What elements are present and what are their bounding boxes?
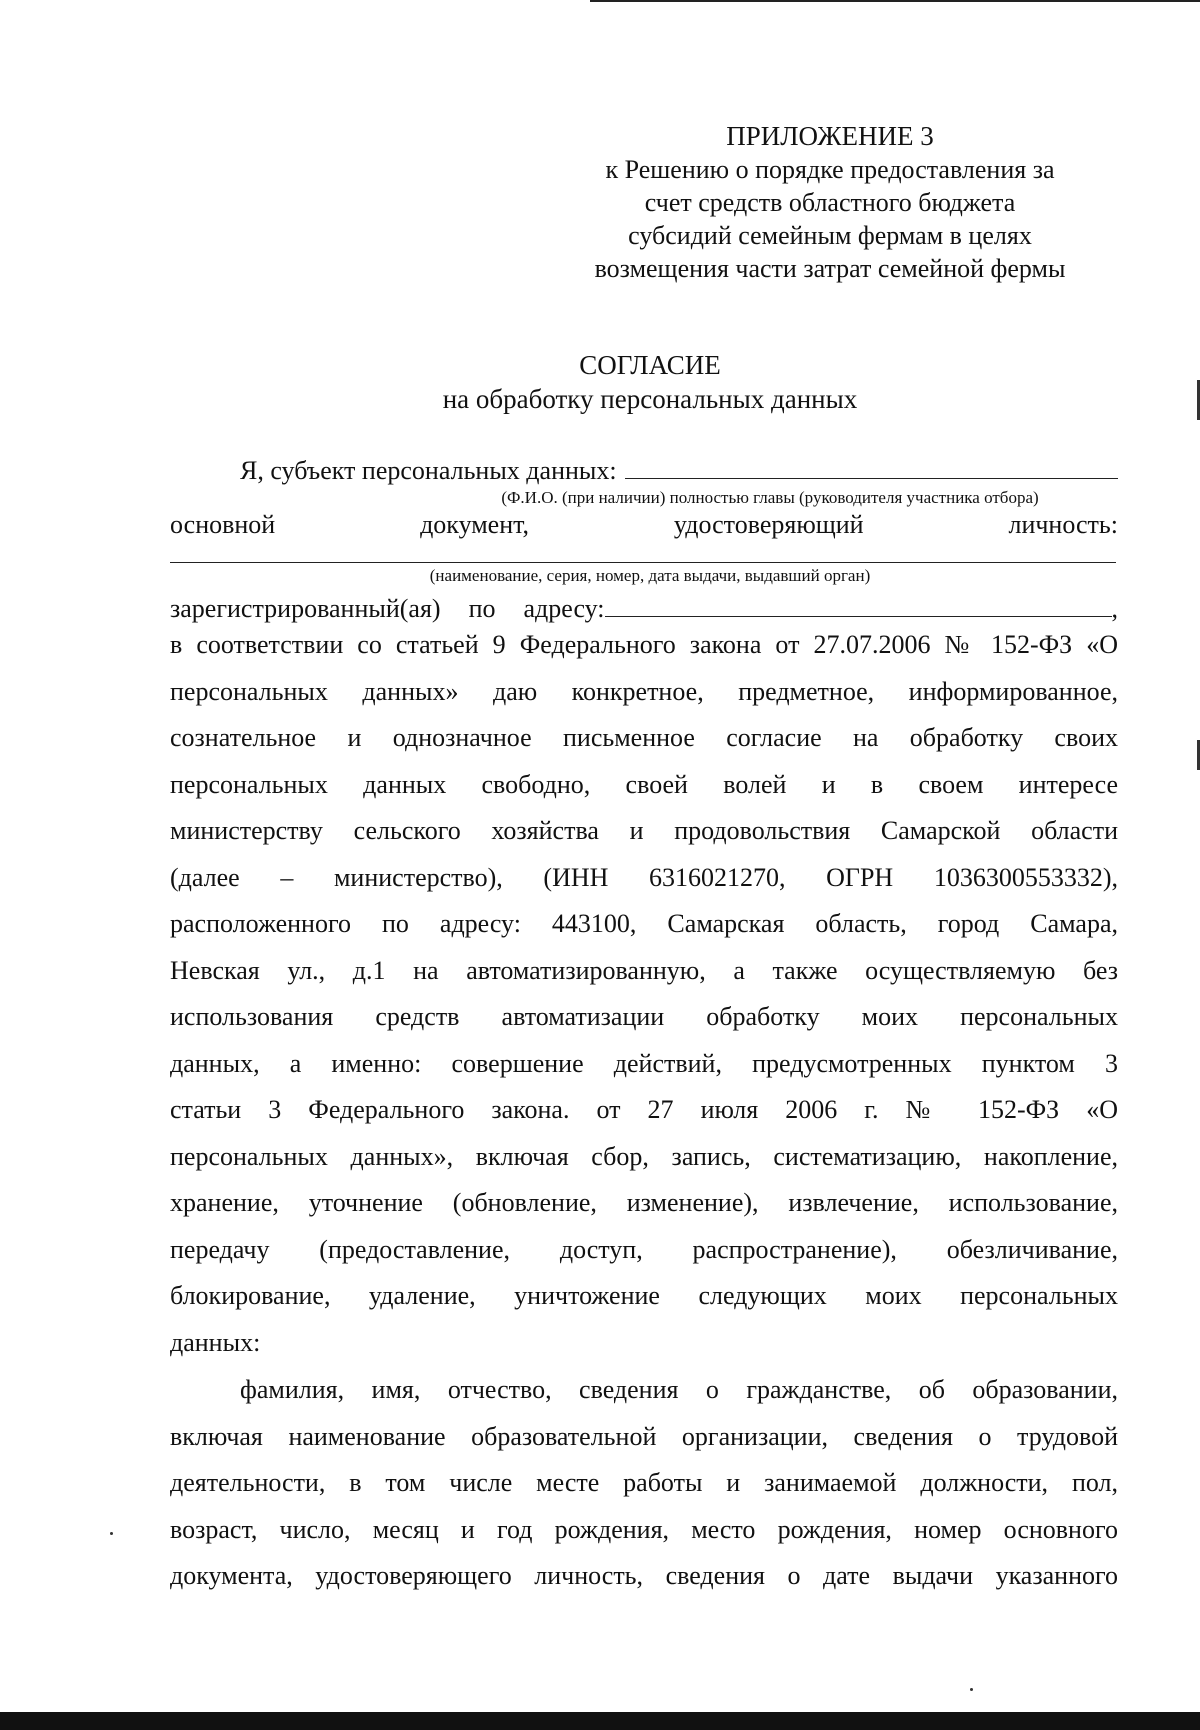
doc-word: удостоверяющий <box>673 510 864 539</box>
appendix-line: счет средств областного бюджета <box>644 188 1016 217</box>
identity-document-field[interactable] <box>170 562 1116 563</box>
text-line: передачу (предоставление, доступ, распространение), обезличивание, <box>170 1234 1118 1264</box>
document-row <box>170 510 1118 540</box>
document-heading <box>300 348 1000 416</box>
subject-row <box>240 452 1118 486</box>
address-row <box>170 590 1118 624</box>
scan-edge-bottom <box>0 1712 1200 1730</box>
text-line: включая наименование образовательной организации, сведения о трудовой <box>170 1421 1118 1451</box>
text-line: Невская ул., д.1 на автоматизированную, а также осуществляемую без <box>170 955 1118 985</box>
text-line: статьи 3 Федерального закона. от 27 июля 2006 г. № 152-ФЗ «О <box>170 1095 1118 1124</box>
text-line: блокирование, удаление, уничтожение следующих моих персональных <box>170 1281 1118 1310</box>
text-line: деятельности, в том числе месте работы и занимаемой должности, пол, <box>170 1468 1118 1497</box>
text-line: расположенного по адресу: 443100, Самарская область, город Самара, <box>170 909 1118 938</box>
text-line: (далее – министерство), (ИНН 6316021270, ОГРН 1036300553332), <box>170 862 1118 892</box>
document-caption: (наименование, серия, номер, дата выдачи, выдавший орган) <box>429 566 871 585</box>
appendix-block <box>560 120 1100 285</box>
data-list-paragraph <box>170 1375 1118 1608</box>
appendix-line: к Решению о порядке предоставления за <box>605 155 1055 184</box>
address-word: по <box>468 594 496 623</box>
address-comma: , <box>1111 594 1118 623</box>
text-line: документа, удостоверяющего личность, сведения о дате выдачи указанного <box>170 1561 1118 1590</box>
address-word: адресу: <box>523 594 605 623</box>
document-title: СОГЛАСИЕ <box>579 350 721 380</box>
doc-word: личность: <box>1008 510 1118 539</box>
subject-caption: (Ф.И.О. (при наличии) полностью главы (руководителя участника отбора) <box>501 488 1039 507</box>
address-field[interactable] <box>605 590 1112 617</box>
text-line: сознательное и однозначное письменное согласие на обработку своих <box>170 723 1118 752</box>
scan-speck <box>110 1532 113 1535</box>
appendix-line: субсидий семейным фермам в целях <box>628 221 1032 250</box>
text-line: использования средств автоматизации обработку моих персональных <box>170 1002 1118 1031</box>
address-word: зарегистрированный(ая) <box>170 594 441 623</box>
scan-edge-top <box>590 0 1200 2</box>
text-line: персональных данных», включая сбор, запись, систематизацию, накопление, <box>170 1141 1118 1171</box>
consent-paragraph <box>170 630 1118 1374</box>
text-line: персональных данных свободно, своей волей и в своем интересе <box>170 769 1118 799</box>
text-line: возраст, число, месяц и год рождения, место рождения, номер основного <box>170 1514 1118 1544</box>
text-line: данных, а именно: совершение действий, предусмотренных пунктом 3 <box>170 1048 1118 1078</box>
document-subtitle: на обработку персональных данных <box>442 384 858 414</box>
text-line: данных: <box>170 1327 261 1357</box>
text-line: персональных данных» даю конкретное, предметное, информированное, <box>170 676 1118 706</box>
subject-name-field[interactable] <box>625 452 1118 479</box>
appendix-title: ПРИЛОЖЕНИЕ 3 <box>726 121 934 151</box>
text-line: фамилия, имя, отчество, сведения о гражданстве, об образовании, <box>240 1375 1118 1404</box>
subject-label: Я, субъект персональных данных: <box>240 456 617 485</box>
text-line: министерству сельского хозяйства и продовольствия Самарской области <box>170 816 1118 845</box>
appendix-line: возмещения части затрат семейной фермы <box>594 254 1066 283</box>
doc-word: основной <box>170 510 276 539</box>
doc-word: документ, <box>420 510 530 539</box>
scan-speck <box>970 1688 973 1691</box>
text-line: хранение, уточнение (обновление, изменение), извлечение, использование, <box>170 1188 1118 1217</box>
text-line: в соответствии со статьей 9 Федерального закона от 27.07.2006 № 152-ФЗ «О <box>170 630 1118 659</box>
